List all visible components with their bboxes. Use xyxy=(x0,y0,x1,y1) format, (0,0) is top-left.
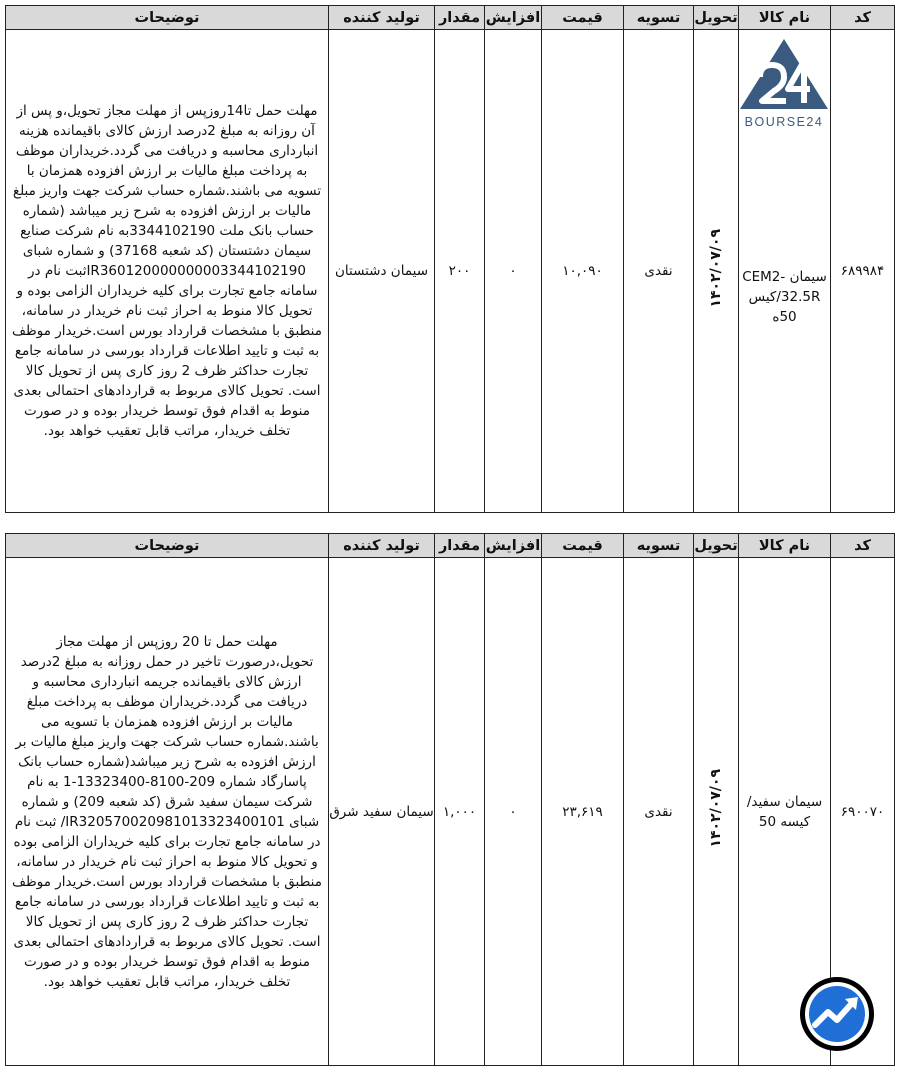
header-name: نام کالا xyxy=(739,534,831,558)
header-settlement: تسویه xyxy=(624,534,694,558)
cell-quantity: ۱,۰۰۰ xyxy=(435,558,485,1066)
cell-description: مهلت حمل تا 20 روزپس از مهلت مجاز تحویل،درصورت تاخیر در حمل روزانه به مبلغ 2درصد ارزش کالای باقیمانده جریمه انبارداری محاسبه و دریافت می گردد.خریداران موظف به پرداخت مبلغ مالیات بر ارزش افزوده همزمان با تسویه می باشند.شماره حساب شرکت جهت واریز مبلغ مالیات بر ارزش افزوده به شرح زیر میباشد(شماره حساب بانک پاسارگاد شماره 209-8100-13323400-1 به نام شرکت سیمان سفید شرق (کد شعبه 209) و شماره شبای IR320570020981013323400101/ ثبت نام در سامانه جامع تجارت برای کلیه خریداران الزامی بوده و تحویل کالا منوط به احراز ثبت نام خریدار در سامانه، منطبق با مشخصات قرارداد بورس است.خریدار موظف به ثبت و تایید اطلاعات قرارداد بورسی در سامانه جامع تجارت حداکثر ظرف 2 روز کاری پس از تحویل کالا است. تحویل کالای مربوط به قراردادهای احتمالی بعدی منوط به اقدام فوق توسط خریدار بوده و در صورت تخلف خریدار، مراتب قابل تعقیب خواهد بود. xyxy=(6,558,329,1066)
header-code: کد xyxy=(831,6,895,30)
goods-table-2 xyxy=(5,533,895,1066)
bourse24-logo xyxy=(738,37,830,129)
delivery-date: ۱۴۰۲/۰۷/۰۹ xyxy=(708,769,724,848)
header-description: توضیحات xyxy=(6,534,329,558)
delivery-date: ۱۴۰۲/۰۷/۰۹ xyxy=(708,228,724,308)
round-chart-logo-icon xyxy=(798,975,876,1053)
cell-price: ۱۰,۰۹۰ xyxy=(542,30,624,513)
header-price: قیمت xyxy=(542,6,624,30)
cell-delivery xyxy=(694,30,739,513)
cell-delivery xyxy=(694,558,739,1066)
header-increase: افزایش xyxy=(485,6,542,30)
header-delivery: تحویل xyxy=(694,6,739,30)
cell-settlement: نقدی xyxy=(624,30,694,513)
cell-settlement: نقدی xyxy=(624,558,694,1066)
table-row xyxy=(6,558,895,1066)
header-price: قیمت xyxy=(542,534,624,558)
header-code: کد xyxy=(831,534,895,558)
header-quantity: مقدار xyxy=(435,534,485,558)
header-delivery: تحویل xyxy=(694,534,739,558)
cell-increase: ۰ xyxy=(485,30,542,513)
header-increase: افزایش xyxy=(485,534,542,558)
header-producer: تولید کننده xyxy=(329,6,435,30)
header-settlement: تسویه xyxy=(624,6,694,30)
header-producer: تولید کننده xyxy=(329,534,435,558)
product-name: سیمان سفید/کیسه 50 xyxy=(746,793,823,830)
table-header-row xyxy=(6,534,895,558)
cell-producer: سیمان سفید شرق xyxy=(329,558,435,1066)
cell-increase: ۰ xyxy=(485,558,542,1066)
cell-price: ۲۳,۶۱۹ xyxy=(542,558,624,1066)
table-header-row xyxy=(6,6,895,30)
product-name: سیمان CEM2-32.5R/کیس 50ه xyxy=(742,269,827,325)
cell-code: ۶۹۰۰۷۰ xyxy=(831,558,895,1066)
header-quantity: مقدار xyxy=(435,6,485,30)
header-description: توضیحات xyxy=(6,6,329,30)
cell-description: مهلت حمل تا14روزپس از مهلت مجاز تحویل،و پس از آن روزانه به مبلغ 2درصد ارزش کالای باقیمانده هزینه انبارداری محاسبه و دریافت می گردد.خریداران موظف به پرداخت مبلغ مالیات بر ارزش افزوده همزمان با تسویه می باشند.شماره حساب شرکت جهت واریز مبلغ مالیات بر ارزش افزوده به شرح زیر میباشد (شماره حساب بانک ملت 3344102190به نام شرکت صنایع سیمان دشتستان (کد شعبه 37168) و شماره شبای IR360120000000003344102190ثبت نام در سامانه جامع تجارت برای کلیه خریداران الزامی بوده و تحویل کالا منوط به احراز ثبت نام خریدار در سامانه، منطبق با مشخصات قرارداد بورس است.خریدار موظف به ثبت و تایید اطلاعات قرارداد بورسی در سامانه جامع تجارت حداکثر ظرف 2 روز کاری پس از تحویل کالا است. تحویل کالای مربوط به قراردادهای احتمالی بعدی منوط به اقدام فوق توسط خریدار بوده و در صورت تخلف خریدار، مراتب قابل تعقیب خواهد بود. xyxy=(6,30,329,513)
header-name: نام کالا xyxy=(739,6,831,30)
logo-text: BOURSE24 xyxy=(744,115,824,129)
cell-producer: سیمان دشتستان xyxy=(329,30,435,513)
cell-quantity: ۲۰۰ xyxy=(435,30,485,513)
cell-code: ۶۸۹۹۸۴ xyxy=(831,30,895,513)
